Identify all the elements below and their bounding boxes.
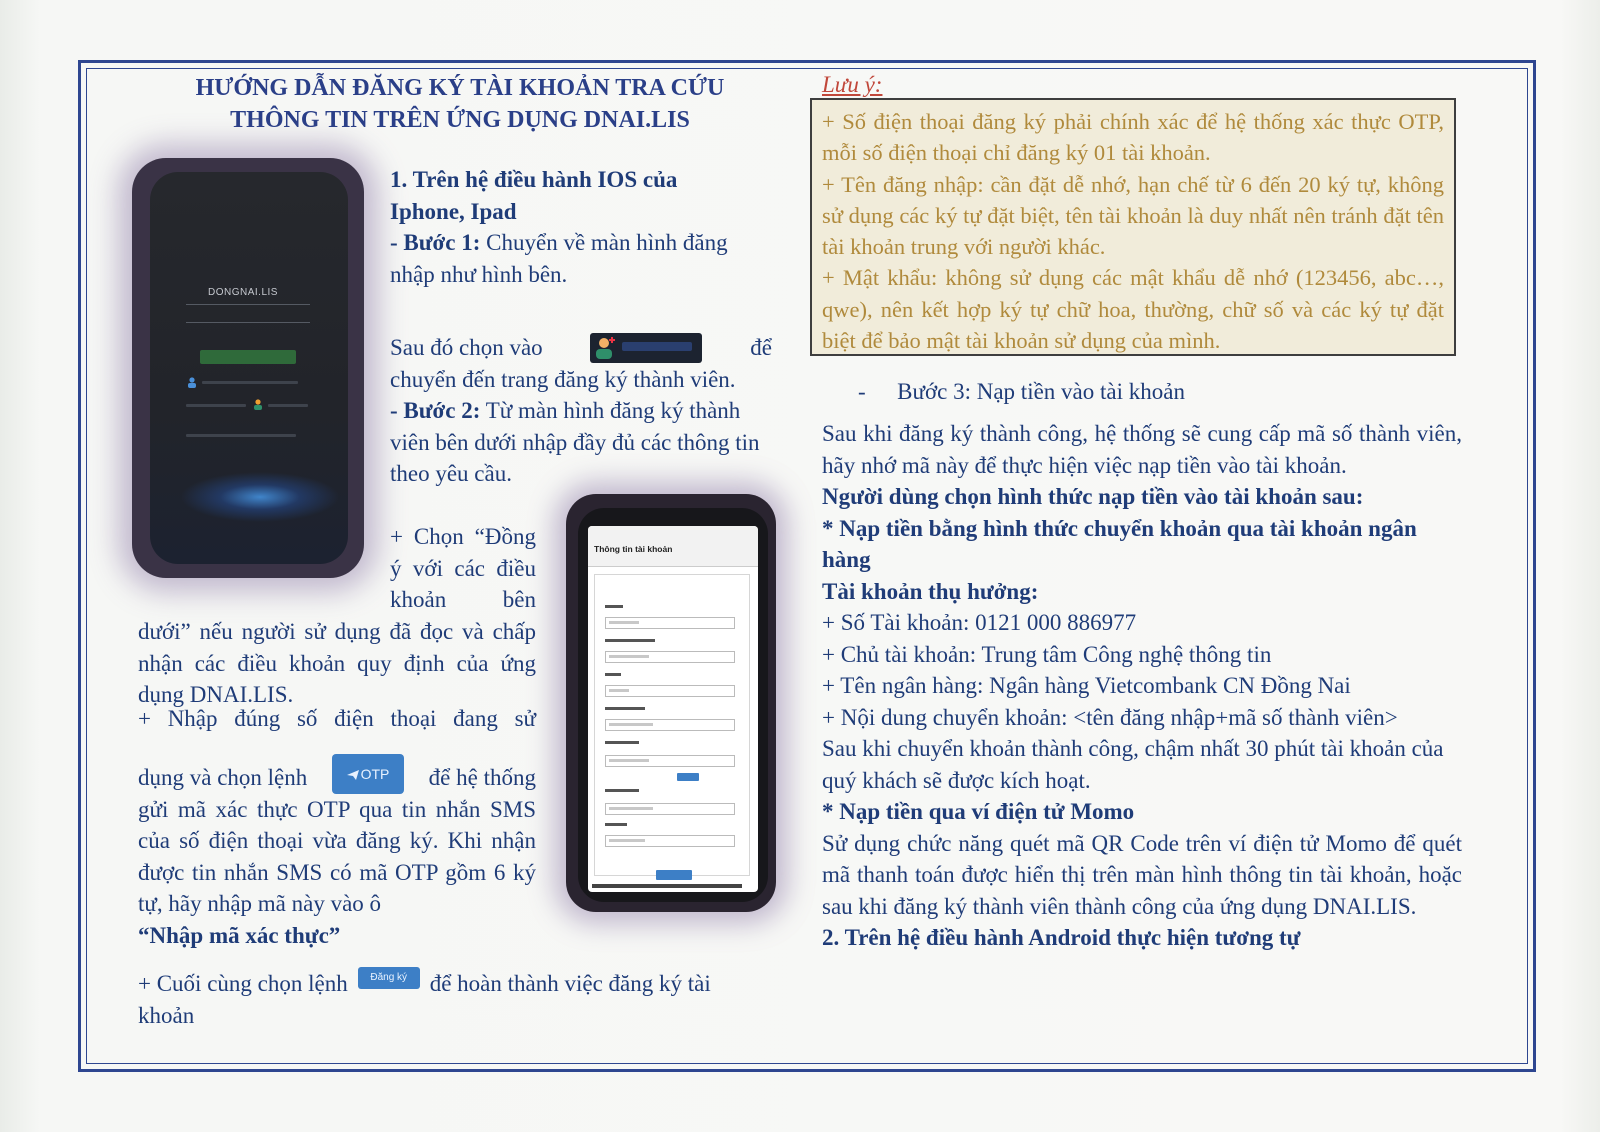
ios-section — [390, 164, 772, 290]
select-register-section — [390, 332, 772, 490]
register-member-button-image — [590, 333, 702, 363]
form-header: Thông tin tài khoản — [594, 544, 673, 554]
wallpaper-glow — [180, 472, 340, 522]
user-add-icon — [252, 398, 264, 410]
phone-login-screenshot — [150, 172, 348, 564]
bank-name: + Tên ngân hàng: Ngân hàng Vietcombank CN Đồng Nai — [822, 673, 1351, 698]
step2-text: Từ màn hình đăng ký thành viên bên dưới nhập đầy đủ các thông tin theo yêu cầu. — [390, 398, 760, 486]
otp-button-label: OTP — [360, 765, 390, 782]
note-item-3: + Mật khẩu: không sử dụng các mật khẩu dễ nhớ (123456, abc…, qwe), nên kết hợp ký tự chữ hoa, thường, chữ số và các ký tự đặt biệt để bảo mật tài khoản sử dụng của mình. — [822, 265, 1444, 354]
agree-text-part1: + Chọn “Đồng ý với các điều khoản bên — [390, 524, 536, 612]
form-otp-button — [677, 773, 699, 781]
step3-dash: - — [858, 379, 866, 404]
select-before-text: Sau đó chọn vào — [390, 335, 543, 360]
otp-section — [138, 746, 536, 951]
account-number: + Số Tài khoản: 0121 000 886977 — [822, 610, 1137, 635]
note-item-2: + Tên đăng nhập: cần đặt dễ nhớ, hạn chế từ 6 đến 20 ký tự, không sử dụng các ký tự đặt biệt, tên tài khoản là duy nhất nên tránh đặt tên tài khoản trung với người khác. — [822, 171, 1444, 260]
otp-instruction: gửi mã xác thực OTP qua tin nhắn SMS của số điện thoại vừa đăng ký. Khi nhận được tin nhắn SMS có mã OTP gồm 6 ký tự, hãy nhập mã này vào ô — [138, 796, 536, 916]
step2 — [390, 395, 772, 490]
after-register-text: Sau khi đăng ký thành công, hệ thống sẽ cung cấp mã số thành viên, hãy nhớ mã này để thực hiện việc nạp tiền vào tài khoản. — [822, 421, 1462, 478]
final-end-text: khoản — [138, 1002, 195, 1028]
payment-section — [822, 418, 1462, 954]
send-icon — [347, 770, 359, 780]
login-button-shape — [200, 350, 296, 364]
ios-heading-line2: Iphone, Ipad — [390, 198, 517, 224]
phone-before-text: dụng và chọn lệnh — [138, 765, 308, 790]
select-after-text: để — [750, 335, 772, 360]
page-title — [150, 72, 770, 136]
final-step — [138, 968, 778, 1031]
step2-label: - Bước 2: — [390, 398, 481, 423]
otp-field-name: “Nhập mã xác thực” — [138, 922, 341, 948]
step1-text: Chuyển về màn hình đăng nhập như hình bên. — [390, 230, 728, 287]
bank-method-heading: * Nạp tiền bằng hình thức chuyển khoản qua tài khoản ngân hàng — [822, 515, 1417, 572]
step3-text: Bước 3: Nạp tiền vào tài khoản — [897, 379, 1185, 404]
activation-text: Sau khi chuyển khoản thành công, chậm nhất 30 phút tài khoản của quý khách sẽ được kích hoạt. — [822, 736, 1444, 793]
otp-button-image — [332, 754, 404, 794]
select-after-line2: chuyển đến trang đăng ký thành viên. — [390, 366, 736, 392]
phone-instruction-line1: + Nhập đúng số điện thoại đang sử — [138, 706, 536, 731]
step3 — [858, 376, 1185, 407]
final-after-text: để hoàn thành việc đăng ký tài — [429, 971, 711, 996]
phone-register-screenshot — [578, 508, 768, 902]
ios-heading-line1: 1. Trên hệ điều hành IOS của — [390, 167, 678, 192]
note-heading: Lưu ý: — [822, 72, 883, 97]
title-line-1: HƯỚNG DẪN ĐĂNG KÝ TÀI KHOẢN TRA CỨU — [195, 75, 725, 101]
phone-after-text: để hệ thống — [428, 765, 536, 790]
step1 — [390, 227, 772, 290]
beneficiary-heading: Tài khoản thụ hưởng: — [822, 578, 1039, 604]
form-agree-checkbox — [592, 884, 742, 888]
form-submit-button — [656, 870, 692, 880]
user-icon — [186, 376, 198, 388]
title-line-2: THÔNG TIN TRÊN ỨNG DỤNG DNAI.LIS — [230, 107, 690, 133]
momo-text: Sử dụng chức năng quét mã QR Code trên ví điện tử Momo để quét mã thanh toán được hiển thị trên màn hình thông tin tài khoản, hoặc sau khi đăng ký thành viên thành công của ứng dụng DNAI.LIS. — [822, 830, 1462, 919]
android-heading: 2. Trên hệ điều hành Android thực hiện tương tự — [822, 925, 1301, 950]
register-button-image: Đăng ký — [358, 967, 420, 989]
note-box — [810, 98, 1456, 356]
app-logo-text: DONGNAI.LIS — [208, 287, 278, 298]
user-add-icon — [594, 336, 616, 360]
step1-label: - Bước 1: — [390, 230, 481, 255]
note-item-1: + Số điện thoại đăng ký phải chính xác để hệ thống xác thực OTP, mỗi số điện thoại chỉ đăng ký 01 tài khoản. — [822, 109, 1444, 166]
form-panel — [594, 574, 750, 876]
momo-method-heading: * Nạp tiền qua ví điện tử Momo — [822, 799, 1135, 824]
transfer-content: + Nội dung chuyển khoản: <tên đăng nhập+mã số thành viên> — [822, 704, 1398, 730]
choose-method-text: Người dùng chọn hình thức nạp tiền vào tài khoản sau: — [822, 484, 1364, 509]
agree-text-part2: dưới” nếu người sử dụng đã đọc và chấp nhận các điều khoản quy định của ứng dụng DNAI.LIS. — [138, 619, 536, 707]
account-owner: + Chủ tài khoản: Trung tâm Công nghệ thông tin — [822, 641, 1272, 667]
final-before-text: + Cuối cùng chọn lệnh — [138, 971, 348, 996]
